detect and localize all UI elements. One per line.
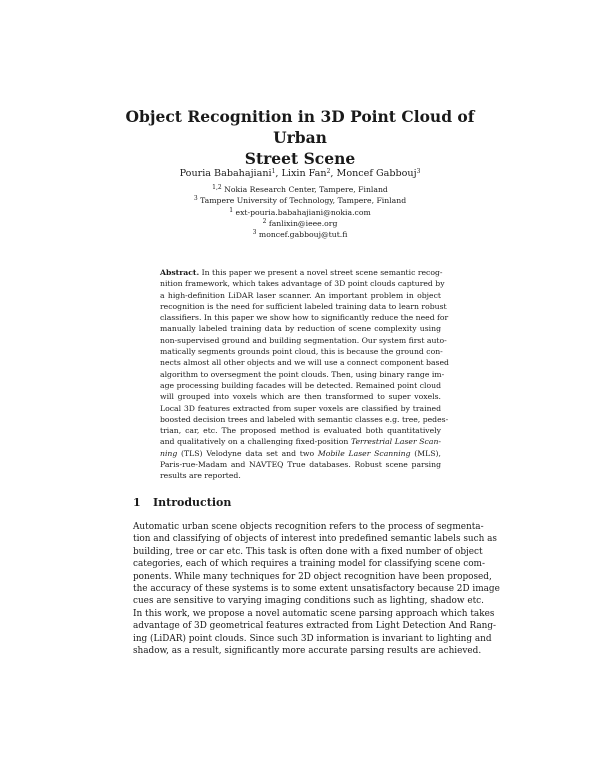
body-line: ing (LiDAR) point clouds. Since such 3D information is invariant to lighting and: [133, 633, 492, 644]
abstract-line: non-supervised ground and building segmentation. Our system first auto-: [160, 335, 447, 345]
abstract-line: trian, car, etc. The proposed method is evaluated both quantitatively: [160, 426, 441, 436]
abstract-line: manually labeled training data by reduction of scene complexity using: [160, 324, 441, 334]
author-name: Pouria Babahajiani: [179, 168, 272, 179]
body-line: tion and classifying of objects of interest into predefined semantic labels such as: [133, 534, 497, 545]
abstract-line: and qualitatively on a challenging fixed-position Terrestrial Laser Scan-: [160, 437, 441, 447]
abstract-line: algorithm to oversegment the point clouds. Then, using binary range im-: [160, 369, 445, 379]
affiliation: $^{1,2}$ Nokia Research Center, Tampere, Finland: [212, 184, 388, 194]
abstract-line: a high-definition LiDAR laser scanner. An important problem in object: [160, 290, 441, 300]
author-sup: 3: [416, 168, 421, 175]
author-sup: 1: [271, 168, 276, 175]
affiliation: $^3$ Tampere University of Technology, Tampere, Finland: [193, 195, 407, 206]
abstract-line: recognition is the need for sufficient labeled training data to learn robust: [160, 301, 447, 311]
section-number: 1: [133, 496, 141, 509]
author-list: Pouria Babahajiani$^1$, Lixin Fan$^2$, Moncef Gabbouj$^3$: [179, 168, 421, 179]
body-line: advantage of 3D geometrical features extracted from Light Detection And Rang-: [133, 621, 497, 632]
abstract-italic: Terrestrial Laser Scan-: [350, 437, 441, 447]
abstract-line: matically segments grounds point cloud, this is because the ground con-: [160, 347, 443, 357]
body-line: building, tree or car etc. This task is often done with a fixed number of object: [133, 546, 483, 557]
abstract-line: Local 3D features extracted from super voxels are classified by trained: [160, 403, 441, 413]
body-line: ponents. While many techniques for 2D object recognition have been proposed,: [133, 571, 492, 582]
body-line: cues are sensitive to varying imaging conditions such as lighting, shadow etc.: [133, 596, 484, 607]
abstract-line: Abstract. In this paper we present a novel street scene semantic recog-: [160, 268, 443, 277]
abstract-line: nects almost all other objects and we will use a connect component based: [160, 358, 449, 368]
author-name: Lixin Fan: [281, 168, 327, 179]
abstract-label: Abstract.: [160, 268, 200, 277]
title-line: Object Recognition in 3D Point Cloud of Urban: [125, 107, 475, 147]
abstract-line: results are reported.: [160, 471, 241, 481]
affiliation-email: $^3$ moncef.gabbouj@tut.fi: [252, 229, 348, 240]
abstract: [160, 267, 449, 482]
affiliation-list: [100, 184, 500, 240]
body-line: the accuracy of these systems is to some extent unsatisfactory because 2D image: [133, 583, 500, 594]
abstract-line: ning (TLS) Velodyne data set and two Mobile Laser Scanning (MLS),: [160, 448, 441, 458]
abstract-line: boosted decision trees and labeled with semantic classes e.g. tree, pedes-: [160, 414, 449, 424]
body-line: shadow, as a result, significantly more accurate parsing results are achieved.: [133, 645, 482, 656]
abstract-line: age processing building facades will be detected. Remained point cloud: [160, 380, 441, 390]
author-sup: 2: [326, 168, 331, 175]
affiliation-email: $^1$ ext-pouria.babahajiani@nokia.com: [229, 206, 371, 217]
affiliation-email: $^2$ fanlixin@ieee.org: [262, 217, 338, 228]
title-line: Street Scene: [244, 149, 356, 168]
abstract-italic: Mobile Laser Scanning: [317, 448, 411, 458]
abstract-line: Paris-rue-Madam and NAVTEQ True databases. Robust scene parsing: [160, 460, 441, 470]
abstract-line: will grouped into voxels which are then transformed to super voxels.: [160, 392, 441, 402]
section-title: Introduction: [153, 496, 232, 509]
body-line: Automatic urban scene objects recognition refers to the process of segmenta-: [133, 522, 484, 532]
paper-title: [100, 106, 500, 169]
section-heading: [133, 496, 231, 509]
abstract-line: classifiers. In this paper we show how to significantly reduce the need for: [160, 313, 449, 323]
abstract-line: nition framework, which takes advantage of 3D point clouds captured by: [160, 279, 445, 289]
author-name: Moncef Gabbouj: [336, 168, 417, 179]
abstract-italic: ning: [160, 448, 178, 458]
body-line: In this work, we propose a novel automatic scene parsing approach which takes: [133, 608, 495, 619]
body-line: categories, each of which requires a training model for classifying scene com-: [133, 559, 485, 570]
introduction-paragraph: [133, 521, 500, 657]
